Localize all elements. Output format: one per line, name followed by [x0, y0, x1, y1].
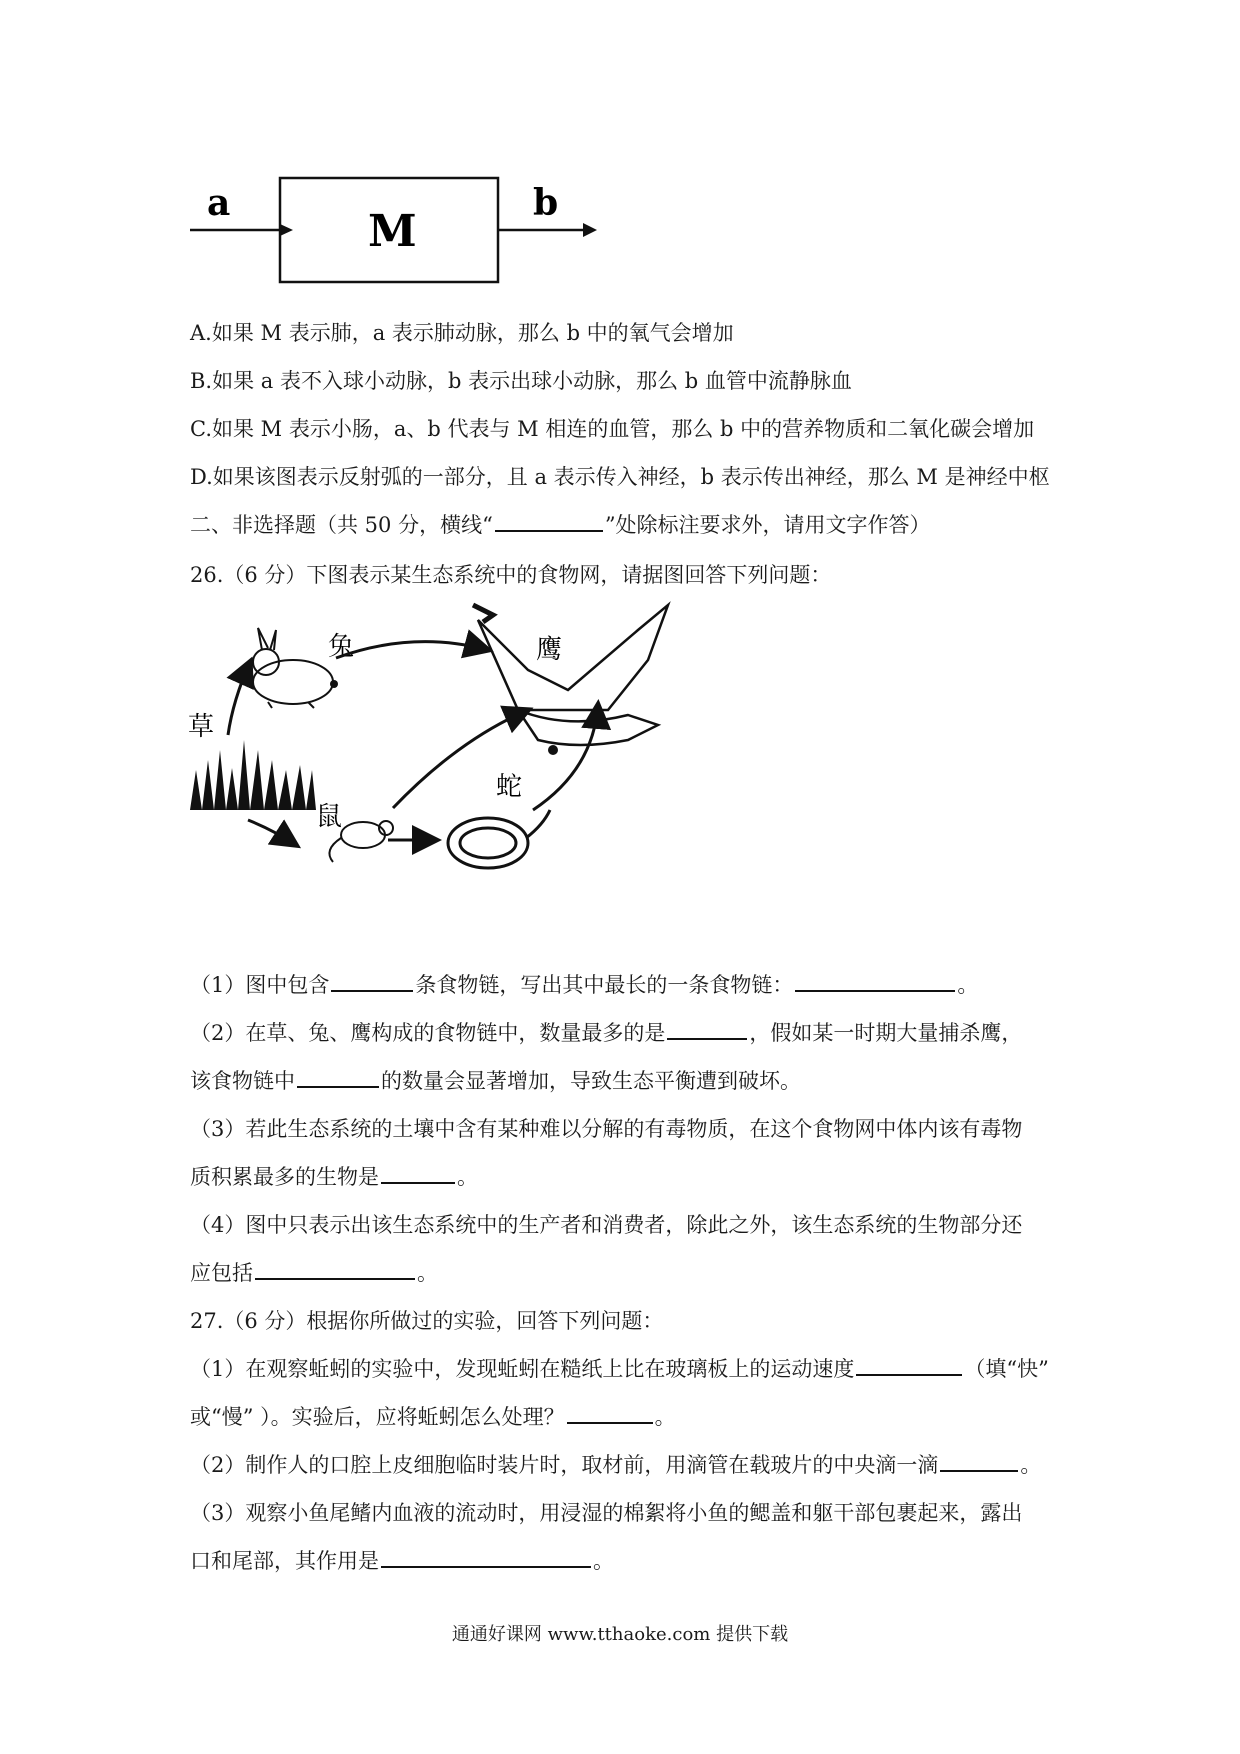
q26-p1-text-b: 条食物链，写出其中最长的一条食物链： [415, 973, 794, 997]
option-d: D.如果该图表示反射弧的一部分，且 a 表示传入神经，b 表示传出神经，那么 M 是神经中枢 [190, 465, 1050, 489]
arrow-rabbit-to-eagle [336, 642, 488, 658]
eagle-icon [473, 605, 668, 755]
snake-label: 蛇 [496, 772, 523, 802]
q26-p2-text-d: 的数量会显著增加，导致生态平衡遭到破坏。 [381, 1069, 801, 1093]
q26-part3-line1: （3）若此生态系统的土壤中含有某种难以分解的有毒物质，在这个食物网中体内该有毒物 [190, 1117, 1023, 1141]
q26-part2-line1 [190, 1018, 1022, 1048]
q26-p2-text-a: （2）在草、兔、鹰构成的食物链中，数量最多的是 [190, 1021, 666, 1045]
mouse-label: 鼠 [316, 802, 343, 832]
q27-p2-text-b: 。 [1020, 1453, 1042, 1477]
answer-blank[interactable] [567, 1402, 653, 1424]
q27-p1-text-b: （填“快” [964, 1357, 1049, 1381]
rabbit-label: 兔 [328, 632, 355, 662]
q26-part4-line1: （4）图中只表示出该生态系统中的生产者和消费者，除此之外，该生态系统的生物部分还 [190, 1213, 1023, 1237]
q26-p3-text-c: 。 [457, 1165, 478, 1189]
q27-part1-line1 [190, 1354, 1049, 1384]
answer-blank[interactable] [795, 970, 955, 992]
eagle-label: 鹰 [536, 635, 563, 665]
grass-label: 草 [188, 712, 215, 742]
arrow-a-head [280, 224, 293, 236]
answer-blank[interactable] [381, 1546, 591, 1568]
section-2-after: ”处除标注要求外，请用文字作答） [604, 513, 931, 537]
q27-p2-text-a: （2）制作人的口腔上皮细胞临时装片时，取材前，用滴管在载玻片的中央滴一滴 [190, 1453, 939, 1477]
rabbit-icon [253, 628, 338, 708]
option-b: B.如果 a 表不入球小动脉，b 表示出球小动脉，那么 b 血管中流静脉血 [190, 369, 852, 393]
q26-part3-line2 [190, 1162, 478, 1192]
label-b: b [533, 182, 559, 224]
q27-title: 27.（6 分）根据你所做过的实验，回答下列问题： [190, 1309, 664, 1333]
option-a: A.如果 M 表示肺，a 表示肺动脉，那么 b 中的氧气会增加 [190, 321, 734, 345]
q26-p1-text-c: 。 [957, 973, 979, 997]
option-c: C.如果 M 表示小肠，a、b 代表与 M 相连的血管，那么 b 中的营养物质和二氧化碳会增加 [190, 417, 1035, 441]
q27-part1-line2 [190, 1402, 676, 1432]
q27-part3-line1: （3）观察小鱼尾鳍内血液的流动时，用浸湿的棉絮将小鱼的鳃盖和躯干部包裹起来，露出 [190, 1501, 1023, 1525]
arrow-b-head [583, 223, 597, 237]
q26-p3-text-b: 质积累最多的生物是 [190, 1165, 379, 1189]
q26-part2-line2 [190, 1066, 801, 1096]
q26-p2-text-b: ，假如某一时期大量捕杀鹰， [749, 1021, 1023, 1045]
label-m: M [368, 206, 417, 257]
answer-blank[interactable] [255, 1258, 415, 1280]
page-footer: 通通好课网 www.tthaoke.com 提供下载 [451, 1624, 789, 1645]
q27-p1-text-a: （1）在观察蚯蚓的实验中，发现蚯蚓在糙纸上比在玻璃板上的运动速度 [190, 1357, 855, 1381]
q26-p1-text-a: （1）图中包含 [190, 973, 330, 997]
q27-p1-text-d: 。 [654, 1405, 676, 1429]
q27-p1-text-c: 或“慢” ）。实验后，应将蚯蚓怎么处理？ [190, 1405, 565, 1429]
m-flow-diagram [185, 170, 615, 300]
answer-blank [495, 510, 603, 532]
grass-icon [190, 740, 316, 810]
section-2-before: 二、非选择题（共 50 分，横线“ [190, 513, 493, 537]
arrow-grass-to-rabbit [228, 662, 250, 735]
label-a: a [207, 182, 231, 224]
q27-p3-text-b: 口和尾部，其作用是 [190, 1549, 379, 1573]
answer-blank[interactable] [940, 1450, 1018, 1472]
q26-part1 [190, 970, 978, 1000]
food-web-figure [188, 600, 748, 945]
q27-part2 [190, 1450, 1041, 1480]
answer-blank[interactable] [856, 1354, 962, 1376]
answer-blank[interactable] [297, 1066, 379, 1088]
q26-p4-text-b: 应包括 [190, 1261, 253, 1285]
answer-blank[interactable] [331, 970, 413, 992]
q27-p3-text-c: 。 [593, 1549, 614, 1573]
answer-blank[interactable] [381, 1162, 455, 1184]
q26-title: 26.（6 分）下图表示某生态系统中的食物网，请据图回答下列问题： [190, 563, 832, 587]
answer-blank[interactable] [667, 1018, 747, 1040]
snake-icon [448, 810, 550, 868]
q27-part3-line2 [190, 1546, 614, 1576]
q26-p2-text-c: 该食物链中 [190, 1069, 295, 1093]
q26-p4-text-c: 。 [417, 1261, 438, 1285]
arrow-grass-to-mouse [248, 820, 296, 845]
section-2-heading [190, 510, 931, 540]
q26-part4-line2 [190, 1258, 438, 1288]
